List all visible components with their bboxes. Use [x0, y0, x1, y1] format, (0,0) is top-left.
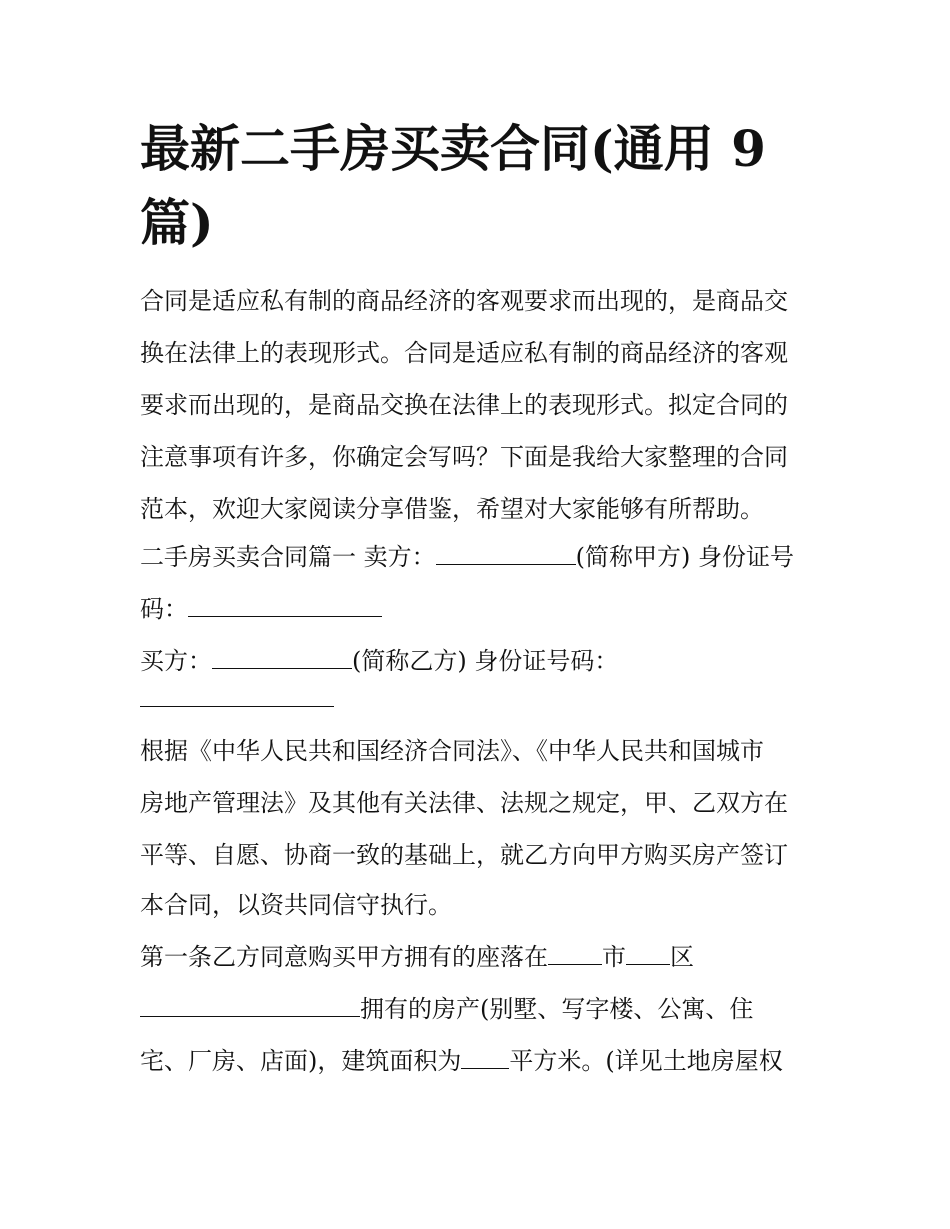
address-blank: [140, 994, 360, 1017]
article1-line-1: [140, 940, 840, 974]
basis-line-1: 根据《中华人民共和国经济合同法》、《中华人民共和国城市: [140, 737, 764, 765]
basis-line-2: 房地产管理法》及其他有关法律、法规之规定，甲、乙双方在: [140, 789, 788, 817]
basis-line-3: 平等、自愿、协商一致的基础上，就乙方向甲方购买房产签订: [140, 841, 788, 869]
city-blank: [548, 942, 602, 965]
seller-name-blank: [436, 542, 576, 565]
intro-line-4: 注意事项有许多，你确定会写吗？下面是我给大家整理的合同: [140, 443, 788, 471]
article1-line-2: [140, 992, 840, 1026]
buyer-suffix: (简称乙方) 身份证号码：: [352, 647, 619, 675]
seller-suffix: (简称甲方) 身份证号: [575, 543, 794, 571]
buyer-id-blank: [140, 684, 334, 707]
buyer-id-line: [140, 682, 840, 716]
article1-text-a: 第一条乙方同意购买甲方拥有的座落在: [140, 943, 548, 971]
seller-id-label: 码：: [140, 595, 188, 623]
intro-line-5: 范本，欢迎大家阅读分享借鉴，希望对大家能够有所帮助。: [140, 495, 764, 523]
article1-text-3b: 平方米。(详见土地房屋权: [509, 1047, 783, 1075]
document-title: [140, 112, 820, 260]
intro-line-3: 要求而出现的，是商品交换在法律上的表现形式。拟定合同的: [140, 391, 788, 419]
article1-text-3a: 宅、厂房、店面)，建筑面积为: [140, 1047, 462, 1075]
district-blank: [626, 942, 670, 965]
buyer-line: [140, 644, 840, 678]
intro-line-1: 合同是适应私有制的商品经济的客观要求而出现的，是商品交: [140, 287, 788, 315]
intro-line-2: 换在法律上的表现形式。合同是适应私有制的商品经济的客观: [140, 339, 788, 367]
basis-line-4: 本合同，以资共同信守执行。: [140, 891, 452, 919]
seller-id-line: [140, 592, 840, 626]
area-blank: [461, 1046, 509, 1069]
article1-text-2: 拥有的房产(别墅、写字楼、公寓、住: [360, 995, 754, 1023]
article1-district-label: 区: [670, 943, 694, 971]
seller-label: 二手房买卖合同篇一 卖方：: [140, 543, 436, 571]
buyer-label: 买方：: [140, 647, 212, 675]
article1-city-label: 市: [602, 943, 626, 971]
seller-line: [140, 540, 840, 574]
article1-line-3: [140, 1044, 840, 1078]
title-line-2: 篇): [140, 193, 214, 252]
title-line-1: 最新二手房买卖合同(通用 9: [140, 119, 766, 178]
seller-id-blank: [188, 594, 382, 617]
buyer-name-blank: [212, 646, 352, 669]
